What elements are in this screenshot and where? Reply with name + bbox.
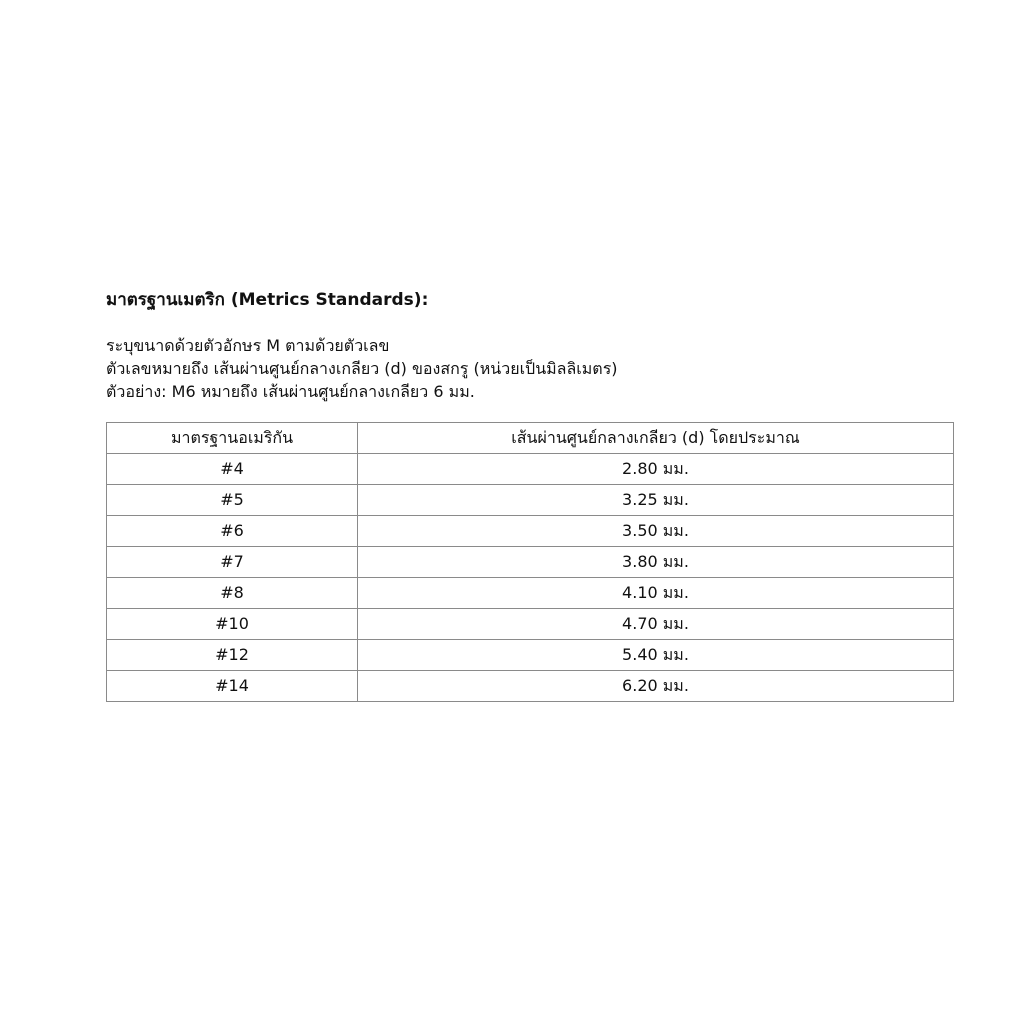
cell-diameter: 3.25 มม. <box>358 485 954 516</box>
document-content <box>106 286 953 702</box>
header-american-standard: มาตรฐานอเมริกัน <box>107 423 358 454</box>
cell-diameter: 5.40 มม. <box>358 640 954 671</box>
table-row <box>107 547 954 578</box>
description-line: ตัวอย่าง: M6 หมายถึง เส้นผ่านศูนย์กลางเกลียว 6 มม. <box>106 382 475 401</box>
header-thread-diameter: เส้นผ่านศูนย์กลางเกลียว (d) โดยประมาณ <box>358 423 954 454</box>
cell-diameter: 4.10 มม. <box>358 578 954 609</box>
table-row <box>107 640 954 671</box>
table-row <box>107 609 954 640</box>
size-conversion-table <box>106 422 954 702</box>
cell-diameter: 4.70 มม. <box>358 609 954 640</box>
cell-size: #8 <box>107 578 358 609</box>
table-row <box>107 578 954 609</box>
cell-size: #7 <box>107 547 358 578</box>
description-line: ตัวเลขหมายถึง เส้นผ่านศูนย์กลางเกลียว (d) ของสกรู (หน่วยเป็นมิลลิเมตร) <box>106 359 618 378</box>
cell-size: #6 <box>107 516 358 547</box>
description-block <box>106 334 953 403</box>
cell-size: #10 <box>107 609 358 640</box>
table-row <box>107 516 954 547</box>
cell-diameter: 6.20 มม. <box>358 671 954 702</box>
table-row <box>107 485 954 516</box>
cell-size: #5 <box>107 485 358 516</box>
cell-diameter: 2.80 มม. <box>358 454 954 485</box>
cell-size: #14 <box>107 671 358 702</box>
table-header-row <box>107 423 954 454</box>
cell-size: #4 <box>107 454 358 485</box>
cell-diameter: 3.80 มม. <box>358 547 954 578</box>
description-line: ระบุขนาดด้วยตัวอักษร M ตามด้วยตัวเลข <box>106 336 390 355</box>
section-heading: มาตรฐานเมตริก (Metrics Standards): <box>106 290 429 310</box>
table-row <box>107 454 954 485</box>
table-row <box>107 671 954 702</box>
cell-diameter: 3.50 มม. <box>358 516 954 547</box>
cell-size: #12 <box>107 640 358 671</box>
